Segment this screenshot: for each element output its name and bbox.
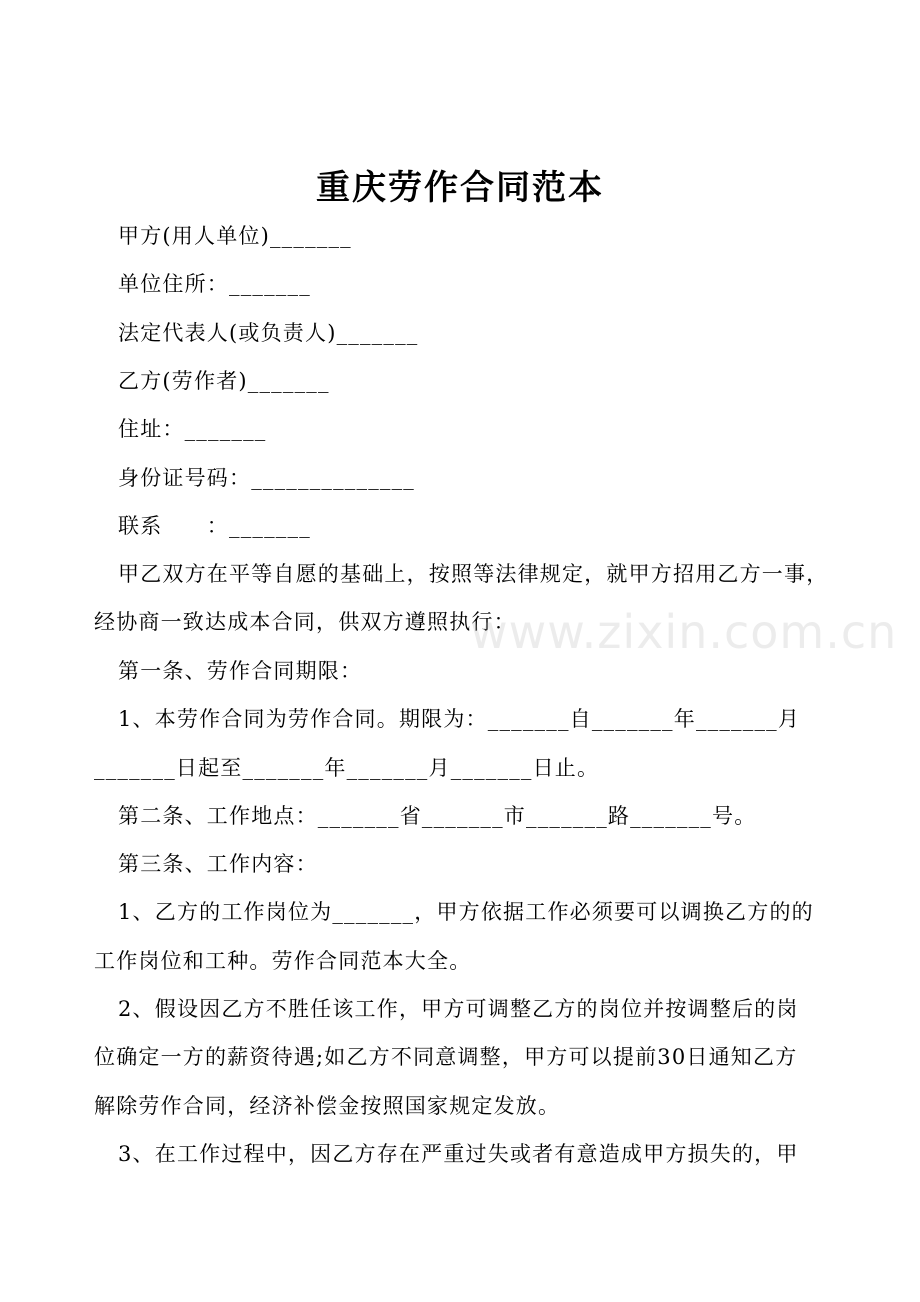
article-1-item-1-line-1: 1、本劳作合同为劳作合同。期限为：_______自_______年_______月	[118, 707, 801, 731]
article-1-item-1-line-2: _______日起至_______年_______月_______日止。	[94, 756, 600, 780]
article-3-item-2-line-3: 解除劳作合同，经济补偿金按照国家规定发放。	[94, 1094, 561, 1118]
party-a-name-line: 甲方(用人单位)_______	[118, 224, 352, 248]
article-3-item-1-line-2: 工作岗位和工种。劳作合同范本大全。	[94, 949, 472, 973]
article-1-heading: 第一条、劳作合同期限：	[118, 659, 363, 683]
contact-line: 联系 ：_______	[118, 514, 311, 538]
article-3-item-1-line-1: 1、乙方的工作岗位为_______，甲方依据工作必须要可以调换乙方的的	[118, 900, 814, 924]
party-b-name-line: 乙方(劳作者)_______	[118, 369, 330, 393]
article-3-item-2-line-2: 位确定一方的薪资待遇;如乙方不同意调整，甲方可以提前30日通知乙方	[94, 1045, 798, 1069]
paragraph-intro-line-2: 经协商一致达成本合同，供双方遵照执行：	[94, 610, 516, 634]
article-3-item-3-line-1: 3、在工作过程中，因乙方存在严重过失或者有意造成甲方损失的，甲	[118, 1142, 799, 1166]
document-title: 重庆劳作合同范本	[316, 168, 604, 208]
article-3-heading: 第三条、工作内容：	[118, 852, 318, 876]
party-b-address-line: 住址：_______	[118, 417, 267, 441]
id-number-line: 身份证号码：______________	[118, 466, 415, 490]
article-2-line: 第二条、工作地点：_______省_______市_______路_______号。	[118, 804, 757, 828]
party-a-address-line: 单位住所：_______	[118, 272, 311, 296]
article-3-item-2-line-1: 2、假设因乙方不胜任该工作，甲方可调整乙方的岗位并按调整后的岗	[118, 997, 799, 1021]
watermark: www.zixin.com.cn	[470, 605, 898, 659]
legal-representative-line: 法定代表人(或负责人)_______	[118, 321, 419, 345]
paragraph-intro-line-1: 甲乙双方在平等自愿的基础上，按照等法律规定，就甲方招用乙方一事，	[118, 562, 829, 586]
